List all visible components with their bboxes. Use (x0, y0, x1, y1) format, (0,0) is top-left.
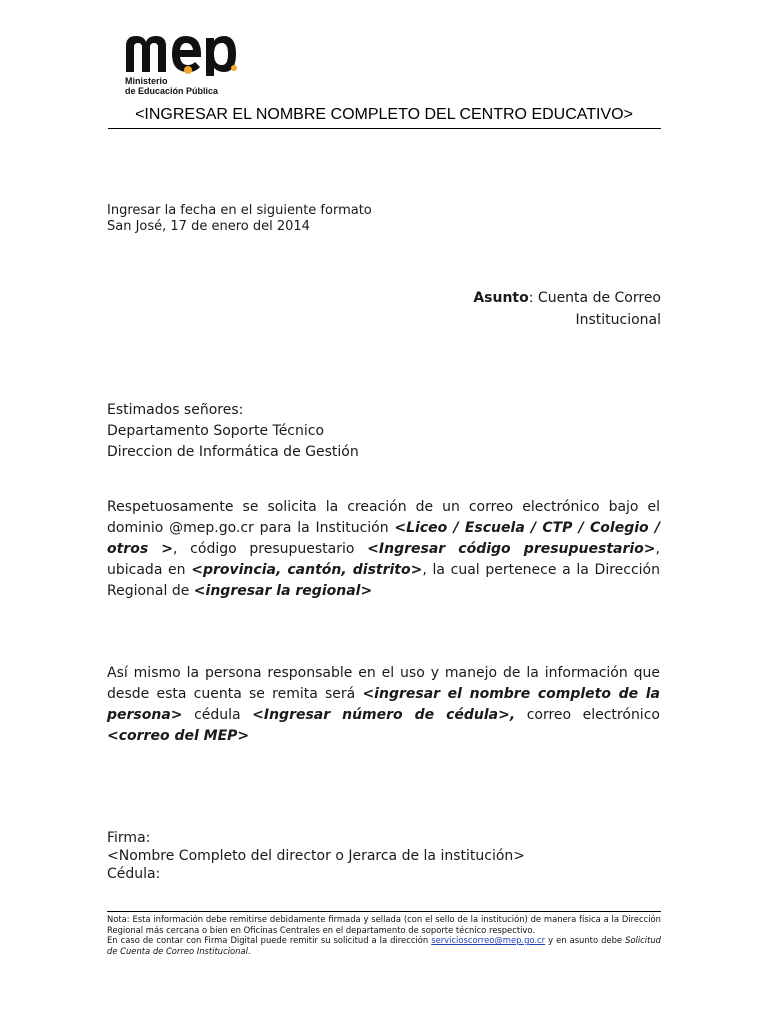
heading-underline (108, 128, 661, 129)
footer-divider (107, 911, 661, 912)
regional-placeholder: <ingresar la regional> (193, 583, 373, 599)
footer-digital-text-2: y en asunto debe (545, 935, 626, 945)
request-paragraph (107, 497, 660, 602)
institution-type-placeholder: <Liceo / Escuela / CTP / Colegio / otros > (107, 520, 660, 557)
responsible-text-3: correo electrónico (515, 707, 660, 723)
logo-subtitle-line2: de Educación Pública (125, 86, 219, 96)
subject-value-line2: Institucional (575, 312, 661, 328)
mep-logo (122, 28, 242, 100)
footer-digital-text-3: . (247, 945, 251, 956)
document-heading: <INGRESAR EL NOMBRE COMPLETO DEL CENTRO EDUCATIVO> (135, 106, 633, 123)
budget-code-placeholder: <Ingresar código presupuestario> (367, 541, 656, 557)
logo-subtitle (125, 76, 218, 96)
date-instruction: Ingresar la fecha en el siguiente formato (107, 203, 372, 218)
date-block (107, 203, 372, 235)
footer-note-text: Nota: Esta información debe remitirse debidamente firmada y sellada (con el sello de la institución) de manera física a la Dirección Regional más cercana o bien en Oficinas Centrales en el departamento de soporte técnico respectivo. (107, 914, 661, 935)
footer-digital-signature (107, 935, 661, 956)
subject-label: Asunto (473, 290, 529, 306)
logo-subtitle-line1: Ministerio (125, 76, 168, 86)
footer-note (107, 914, 661, 956)
responsible-paragraph (107, 663, 660, 747)
subject-block (430, 287, 661, 331)
responsible-text-1: Así mismo la persona responsable en el uso y manejo de la información que desde esta cuenta se remita será (107, 665, 660, 702)
location-placeholder: <provincia, cantón, distrito> (191, 562, 423, 578)
salutation-block (107, 400, 359, 463)
date-example: San José, 17 de enero del 2014 (107, 219, 310, 234)
person-name-placeholder: <ingresar el nombre completo de la persona> (107, 686, 660, 723)
subject-value-line1: : Cuenta de Correo (528, 290, 661, 306)
support-email-link[interactable]: servicioscorreo@mep.go.cr (431, 935, 546, 945)
mep-logo-mark (122, 28, 242, 76)
id-label: Cédula: (107, 866, 161, 882)
mep-email-placeholder: <correo del MEP> (107, 728, 250, 744)
request-text-4: , la cual pertenece a la Dirección Regional de (107, 562, 660, 599)
signature-label: Firma: (107, 830, 151, 846)
director-name-placeholder: <Nombre Completo del director o Jerarca de la institución> (107, 848, 526, 864)
footer-subject-italic: Solicitud de Cuenta de Correo Institucional (107, 935, 661, 956)
responsible-text-2: cédula (182, 707, 253, 723)
request-text-1: Respetuosamente se solicita la creación de un correo electrónico bajo el dominio @mep.go.cr para la Institución (107, 499, 660, 536)
id-number-placeholder: <Ingresar número de cédula>, (252, 707, 516, 723)
recipient-department: Departamento Soporte Técnico (107, 423, 325, 439)
recipient-direction: Direccion de Informática de Gestión (107, 444, 359, 460)
request-text-2: , código presupuestario (173, 541, 368, 557)
salutation-greeting: Estimados señores: (107, 402, 244, 418)
request-text-3: , ubicada en (107, 541, 660, 578)
signature-block (107, 829, 525, 883)
footer-digital-text-1: En caso de contar con Firma Digital puede remitir su solicitud a la dirección (107, 935, 432, 945)
